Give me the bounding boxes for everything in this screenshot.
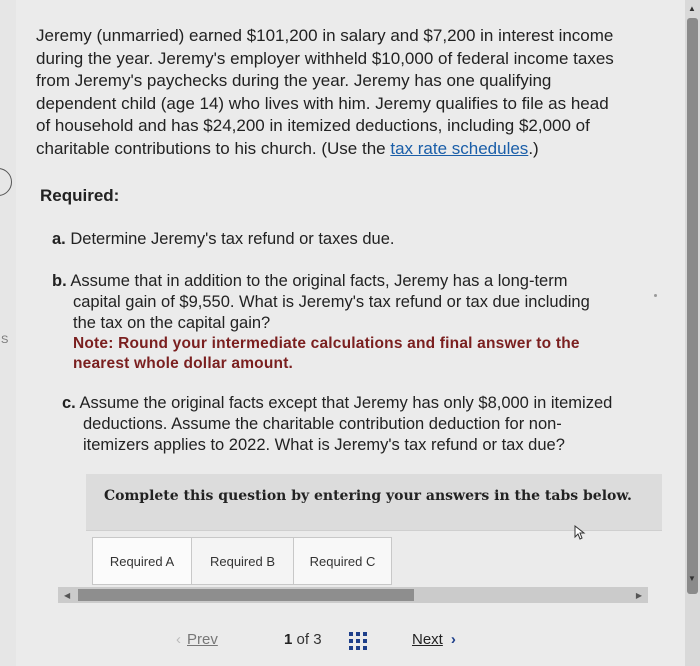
scroll-right-arrow-icon[interactable]: ▶ bbox=[635, 591, 642, 600]
tab-bar bbox=[92, 537, 391, 585]
vertical-scrollbar[interactable] bbox=[685, 0, 700, 666]
problem-line-prefix: charitable contributions to his church. (Use the bbox=[36, 138, 391, 158]
pagination bbox=[176, 631, 496, 655]
part-b-line: capital gain of $9,550. What is Jeremy's tax refund or tax due including bbox=[73, 293, 590, 311]
vertical-scroll-thumb[interactable] bbox=[687, 18, 698, 594]
part-b-line: Assume that in addition to the original facts, Jeremy has a long-term bbox=[70, 272, 568, 290]
problem-line: Jeremy (unmarried) earned $101,200 in salary and $7,200 in interest income bbox=[36, 26, 614, 45]
problem-line bbox=[36, 138, 664, 161]
problem-line: during the year. Jeremy's employer withheld $10,000 of federal income taxes bbox=[36, 48, 614, 68]
part-b-note: nearest whole dollar amount. bbox=[73, 355, 294, 372]
scroll-down-arrow-icon[interactable]: ▼ bbox=[688, 574, 696, 583]
page-of-label: of 3 bbox=[296, 631, 322, 648]
page-indicator bbox=[284, 631, 322, 648]
part-a-text: Determine Jeremy's tax refund or taxes due. bbox=[70, 230, 395, 248]
part-b-letter: b. bbox=[52, 272, 67, 290]
part-c bbox=[62, 393, 652, 456]
tab-required-b[interactable]: Required B bbox=[191, 537, 294, 585]
next-label: Next bbox=[412, 631, 443, 648]
tab-required-c[interactable]: Required C bbox=[293, 537, 392, 585]
required-heading: Required: bbox=[40, 186, 120, 205]
problem-statement bbox=[36, 25, 664, 160]
scroll-left-arrow-icon[interactable]: ◀ bbox=[64, 591, 71, 600]
part-a-letter: a. bbox=[52, 230, 66, 248]
horizontal-scroll-thumb[interactable] bbox=[78, 589, 414, 601]
cursor-icon bbox=[573, 525, 587, 541]
part-b-note: Note: Round your intermediate calculations and final answer to the bbox=[73, 335, 580, 352]
prev-label: Prev bbox=[187, 631, 218, 648]
problem-line: of household and has $24,200 in itemized deductions, including $2,000 of bbox=[36, 116, 590, 135]
problem-line: dependent child (age 14) who lives with him. Jeremy qualifies to file as head bbox=[36, 93, 609, 113]
grid-icon[interactable] bbox=[349, 632, 367, 650]
part-c-line: deductions. Assume the charitable contribution deduction for non- bbox=[83, 415, 562, 433]
dot-mark bbox=[654, 294, 657, 297]
part-c-letter: c. bbox=[62, 394, 76, 412]
instruction-box bbox=[86, 474, 662, 531]
chevron-left-icon: ‹ bbox=[176, 631, 181, 648]
part-b-line: the tax on the capital gain? bbox=[73, 314, 271, 332]
instruction-text: Complete this question by entering your answers in the tabs below. bbox=[104, 488, 632, 504]
scroll-up-arrow-icon[interactable]: ▲ bbox=[688, 4, 696, 13]
left-margin-text: S bbox=[1, 334, 9, 346]
tab-required-a[interactable]: Required A bbox=[92, 537, 192, 585]
part-c-line: Assume the original facts except that Jeremy has only $8,000 in itemized bbox=[79, 394, 613, 412]
horizontal-scrollbar[interactable] bbox=[58, 587, 648, 603]
part-c-line: itemizers applies to 2022. What is Jeremy's tax refund or tax due? bbox=[83, 436, 565, 454]
current-page: 1 bbox=[284, 631, 293, 648]
prev-button[interactable] bbox=[176, 631, 218, 648]
part-b bbox=[52, 271, 632, 374]
next-button[interactable] bbox=[412, 631, 456, 648]
left-edge bbox=[0, 0, 16, 666]
part-a bbox=[52, 229, 395, 250]
problem-line-suffix: .) bbox=[528, 138, 539, 158]
tax-rate-schedules-link[interactable]: tax rate schedules bbox=[390, 138, 529, 158]
chevron-right-icon: › bbox=[450, 631, 456, 648]
problem-line: from Jeremy's paychecks during the year. Jeremy has one qualifying bbox=[36, 71, 552, 90]
